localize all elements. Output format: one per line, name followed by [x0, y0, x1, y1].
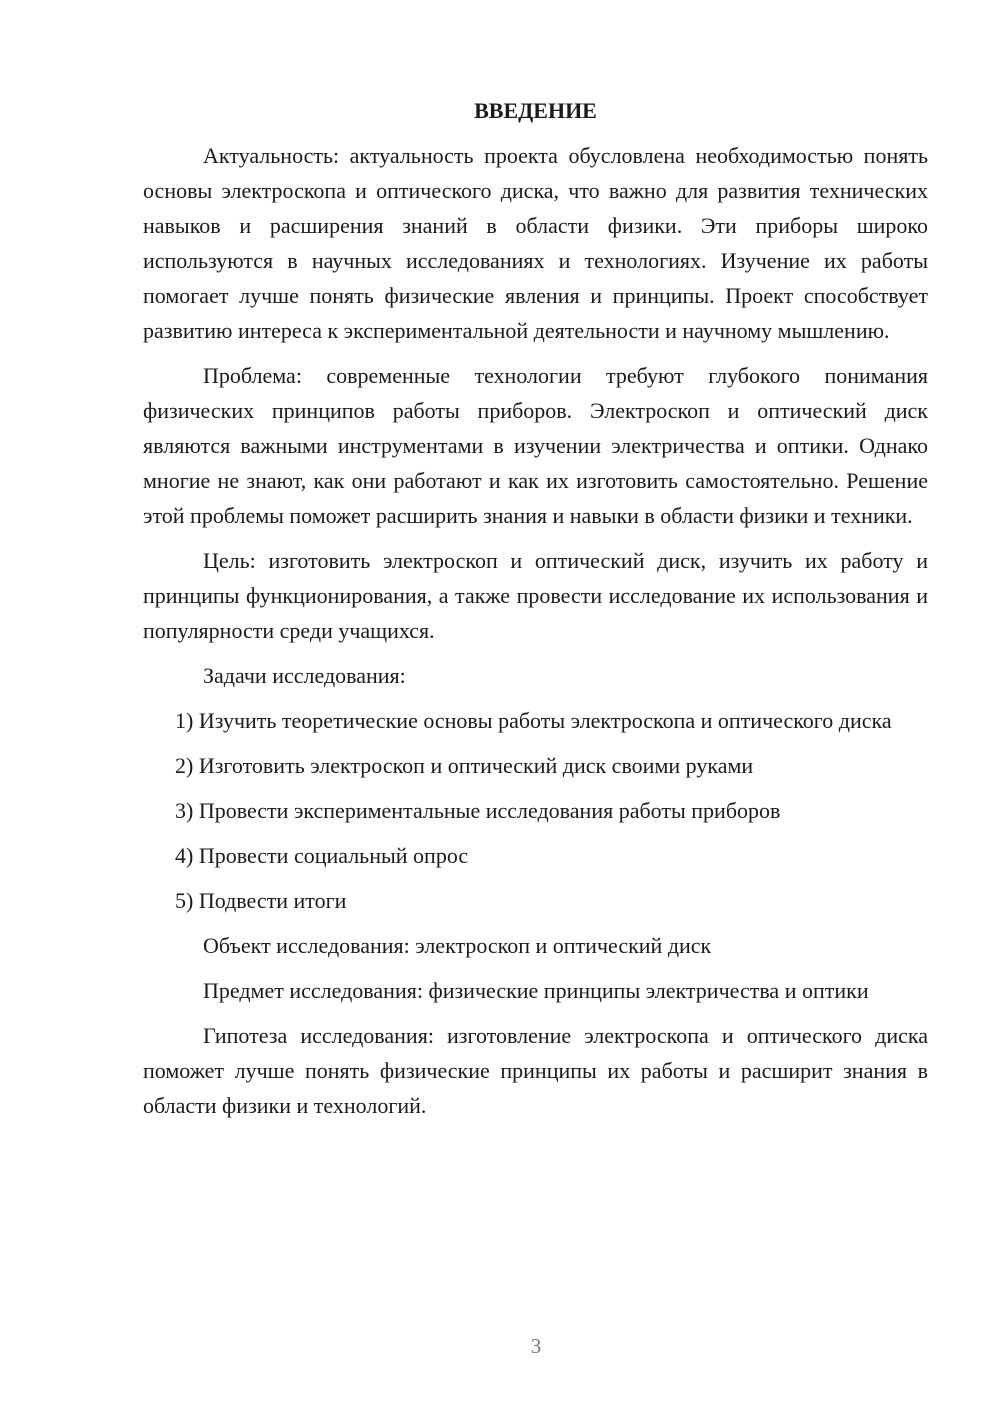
list-item: 3) Провести экспериментальные исследования работы приборов — [175, 798, 781, 823]
goal-paragraph: Цель: изготовить электроскоп и оптический диск, изучить их работу и принципы функционирования, а также провести исследование их использования и популярности среди учащихся. — [143, 548, 928, 643]
list-item: 5) Подвести итоги — [175, 888, 347, 913]
document-body — [143, 96, 928, 1133]
tasks-heading: Задачи исследования: — [203, 663, 406, 688]
section-title: ВВЕДЕНИЕ — [474, 98, 597, 123]
list-item: 4) Провести социальный опрос — [175, 843, 469, 868]
object-paragraph: Объект исследования: электроскоп и оптический диск — [203, 933, 712, 958]
tasks-list — [143, 703, 928, 918]
list-item: 2) Изготовить электроскоп и оптический диск своими руками — [175, 753, 754, 778]
list-item: 1) Изучить теоретические основы работы электроскопа и оптического диска — [175, 708, 892, 733]
page-number: 3 — [530, 1334, 542, 1358]
relevance-paragraph: Актуальность: актуальность проекта обусловлена необходимостью понять основы электроскопа и оптического диска, что важно для развития технических навыков и расширения знаний в области физики. Эти приборы широко используются в научных исследованиях и технологиях. Изучение их работы помогает лучше понять физические явления и принципы. Проект способствует развитию интереса к экспериментальной деятельности и научному мышлению. — [143, 143, 928, 343]
subject-paragraph: Предмет исследования: физические принципы электричества и оптики — [203, 978, 869, 1003]
hypothesis-paragraph: Гипотеза исследования: изготовление электроскопа и оптического диска поможет лучше понять физические принципы их работы и расширит знания в области физики и технологий. — [143, 1023, 928, 1118]
problem-paragraph: Проблема: современные технологии требуют глубокого понимания физических принципов работы приборов. Электроскоп и оптический диск являются важными инструментами в изучении электричества и оптики. Однако многие не знают, как они работают и как их изготовить самостоятельно. Решение этой проблемы поможет расширить знания и навыки в области физики и техники. — [143, 363, 928, 528]
